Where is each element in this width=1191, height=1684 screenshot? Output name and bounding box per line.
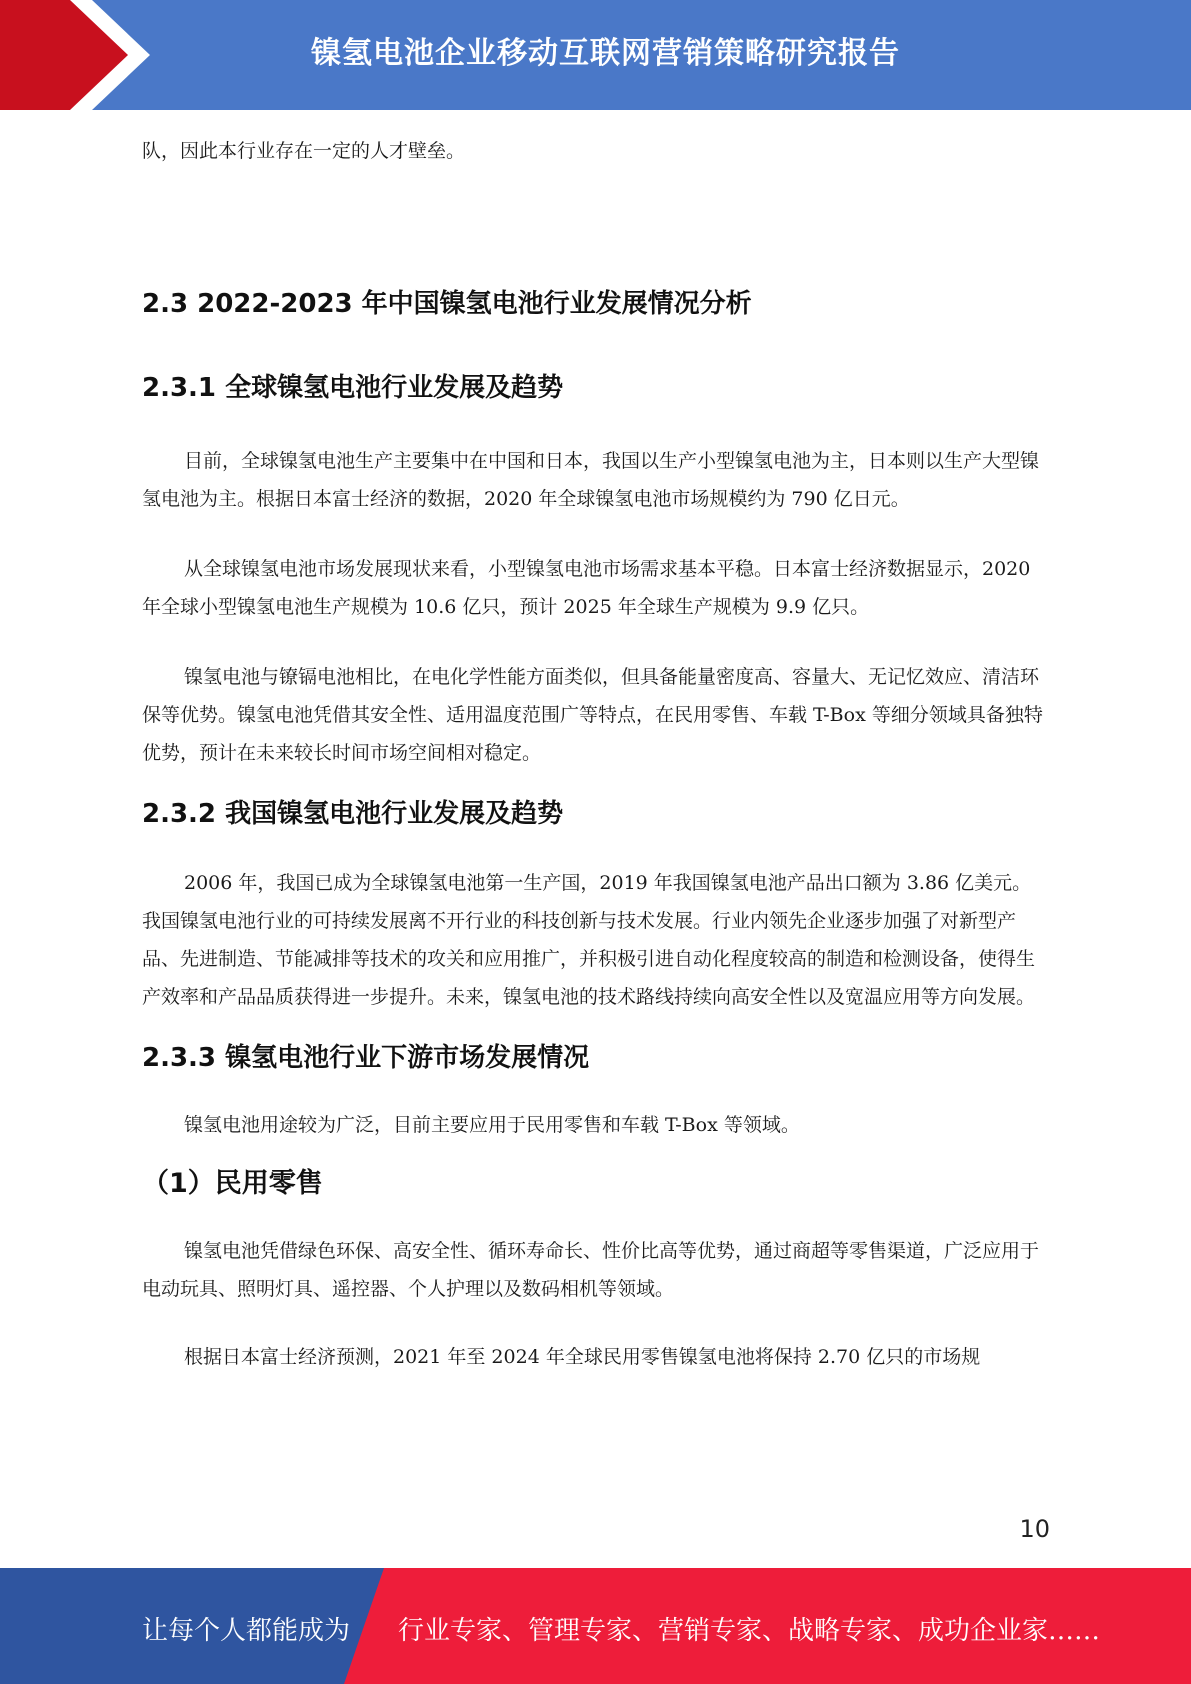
section-heading-2-3-3: 2.3.3 镍氢电池行业下游市场发展情况 [142, 1043, 590, 1073]
footer-slogan-left: 让每个人都能成为 [142, 1616, 351, 1646]
page-header [0, 0, 1191, 110]
paragraph-global-production: 目前，全球镍氢电池生产主要集中在中国和日本，我国以生产小型镍氢电池为主，日本则以生产大型镍氢电池为主。根据日本富士经济的数据，2020 年全球镍氢电池市场规模约为 790 亿日元。 [142, 450, 1040, 510]
paragraph-civil-retail: 镍氢电池凭借绿色环保、高安全性、循环寿命长、性价比高等优势，通过商超等零售渠道，广泛应用于电动玩具、照明灯具、遥控器、个人护理以及数码相机等领域。 [142, 1240, 1040, 1300]
paragraph-comparison: 镍氢电池与镣镉电池相比，在电化学性能方面类似，但具备能量密度高、容量大、无记忆效应、清洁环保等优势。镍氢电池凭借其安全性、适用温度范围广等特点，在民用零售、车载 T-Box 等细分领域具备独特优势，预计在未来较长时间市场空间相对稳定。 [142, 666, 1043, 764]
paragraph-china-industry: 2006 年，我国已成为全球镍氢电池第一生产国，2019 年我国镍氢电池产品出口额为 3.86 亿美元。我国镍氢电池行业的可持续发展离不开行业的科技创新与技术发展。行业内领先企业逐步加强了对新型产品、先进制造、节能减排等技术的攻关和应用推广，并积极引进自动化程度较高的制造和检测设备，使得生产效率和产品品质获得进一步提升。未来，镍氢电池的技术路线持续向高安全性以及宽温应用等方向发展。 [142, 872, 1036, 1008]
section-heading-2-3-2: 2.3.2 我国镍氢电池行业发展及趋势 [142, 799, 564, 829]
paragraph-global-market: 从全球镍氢电池市场发展现状来看，小型镍氢电池市场需求基本平稳。日本富士经济数据显示，2020 年全球小型镍氢电池生产规模为 10.6 亿只，预计 2025 年全球生产规模为 9.9 亿只。 [142, 558, 1031, 618]
page-footer [0, 1568, 1191, 1684]
paragraph-continuation: 队，因此本行业存在一定的人才壁垒。 [142, 140, 466, 162]
footer-slogan-right: 行业专家、管理专家、营销专家、战略专家、成功企业家…… [398, 1616, 1101, 1646]
section-heading-2-3: 2.3 2022-2023 年中国镍氢电池行业发展情况分析 [142, 289, 752, 319]
report-title: 镍氢电池企业移动互联网营销策略研究报告 [311, 36, 900, 71]
document-body [142, 130, 1047, 1376]
page-number: 10 [1019, 1515, 1050, 1543]
section-heading-2-3-1: 2.3.1 全球镍氢电池行业发展及趋势 [142, 373, 564, 403]
paragraph-applications: 镍氢电池用途较为广泛，目前主要应用于民用零售和车载 T-Box 等领域。 [184, 1114, 800, 1136]
paragraph-forecast: 根据日本富士经济预测，2021 年至 2024 年全球民用零售镍氢电池将保持 2.70 亿只的市场规 [184, 1346, 981, 1368]
subheading-civil-retail: （1）民用零售 [142, 1168, 323, 1199]
